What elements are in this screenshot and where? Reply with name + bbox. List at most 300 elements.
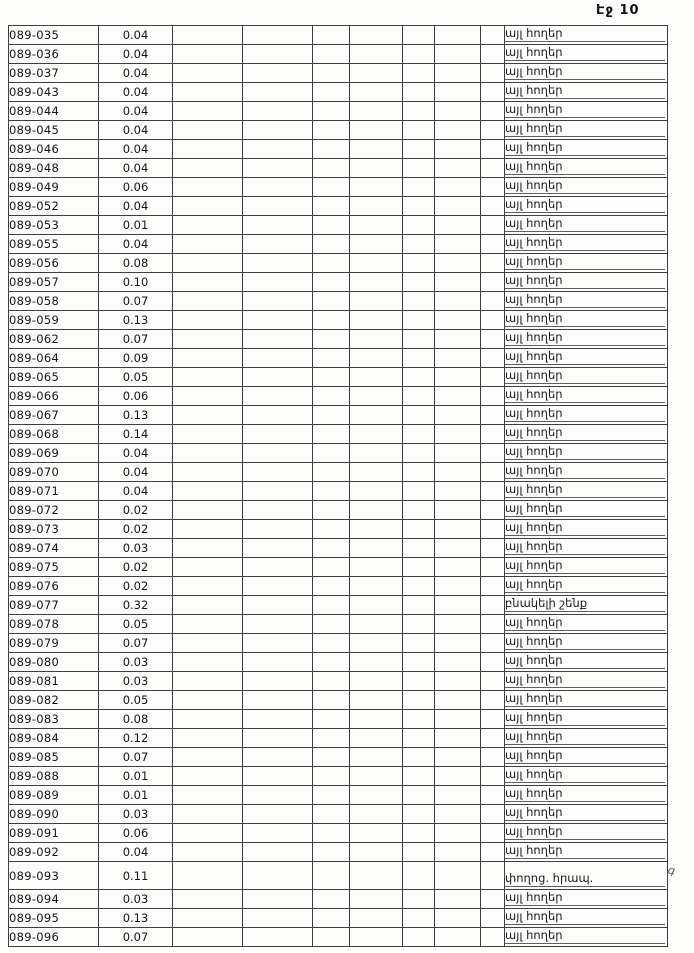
empty-cell [350, 909, 403, 928]
table-row [9, 45, 668, 64]
empty-cell [173, 482, 243, 501]
empty-cell [481, 83, 505, 102]
area-value-cell: 0.02 [99, 520, 173, 539]
empty-cell [403, 710, 435, 729]
parcel-code-cell: 089-048 [9, 159, 99, 178]
empty-cell [173, 928, 243, 947]
empty-cell [173, 349, 243, 368]
empty-cell [243, 197, 313, 216]
table-row [9, 387, 668, 406]
empty-cell [435, 83, 481, 102]
empty-cell [403, 862, 435, 890]
land-type-cell [505, 909, 668, 928]
land-type-label: այլ հողեր [505, 843, 665, 859]
empty-cell [403, 121, 435, 140]
table-row [9, 596, 668, 615]
empty-cell [481, 843, 505, 862]
table-row [9, 501, 668, 520]
empty-cell [350, 748, 403, 767]
parcel-code-cell: 089-083 [9, 710, 99, 729]
empty-cell [481, 482, 505, 501]
empty-cell [243, 140, 313, 159]
empty-cell [313, 786, 350, 805]
empty-cell [243, 539, 313, 558]
empty-cell [350, 501, 403, 520]
empty-cell [481, 26, 505, 45]
empty-cell [481, 463, 505, 482]
empty-cell [481, 178, 505, 197]
empty-cell [435, 653, 481, 672]
parcel-code-cell: 089-067 [9, 406, 99, 425]
empty-cell [481, 64, 505, 83]
empty-cell [173, 596, 243, 615]
land-type-cell [505, 577, 668, 596]
land-type-cell [505, 444, 668, 463]
empty-cell [313, 596, 350, 615]
empty-cell [481, 558, 505, 577]
land-type-cell [505, 482, 668, 501]
area-value-cell: 0.08 [99, 254, 173, 273]
empty-cell [313, 45, 350, 64]
land-type-cell [505, 83, 668, 102]
empty-cell [313, 824, 350, 843]
empty-cell [313, 710, 350, 729]
empty-cell [403, 653, 435, 672]
empty-cell [243, 349, 313, 368]
empty-cell [435, 102, 481, 121]
land-type-cell [505, 387, 668, 406]
empty-cell [313, 729, 350, 748]
land-type-cell [505, 615, 668, 634]
land-type-label: այլ հողեր [505, 292, 665, 308]
empty-cell [350, 463, 403, 482]
area-value-cell: 0.04 [99, 121, 173, 140]
empty-cell [350, 928, 403, 947]
table-row [9, 121, 668, 140]
empty-cell [403, 539, 435, 558]
empty-cell [403, 805, 435, 824]
empty-cell [350, 64, 403, 83]
land-type-label: այլ հողեր [505, 197, 665, 213]
table-row [9, 805, 668, 824]
empty-cell [173, 748, 243, 767]
empty-cell [403, 159, 435, 178]
empty-cell [403, 463, 435, 482]
table-row [9, 843, 668, 862]
empty-cell [243, 890, 313, 909]
land-type-cell [505, 406, 668, 425]
empty-cell [313, 577, 350, 596]
empty-cell [435, 824, 481, 843]
land-type-label: այլ հողեր [505, 406, 665, 422]
land-type-label: այլ հողեր [505, 463, 665, 479]
empty-cell [243, 634, 313, 653]
empty-cell [403, 748, 435, 767]
empty-cell [313, 634, 350, 653]
empty-cell [435, 615, 481, 634]
empty-cell [313, 909, 350, 928]
land-type-label: այլ հողեր [505, 786, 665, 802]
table-row [9, 463, 668, 482]
empty-cell [403, 928, 435, 947]
empty-cell [173, 273, 243, 292]
empty-cell [403, 235, 435, 254]
parcel-code-cell: 089-046 [9, 140, 99, 159]
land-type-label: այլ հողեր [505, 909, 665, 925]
land-type-label: այլ հողեր [505, 273, 665, 289]
parcel-code-cell: 089-094 [9, 890, 99, 909]
empty-cell [173, 805, 243, 824]
area-value-cell: 0.10 [99, 273, 173, 292]
empty-cell [350, 406, 403, 425]
empty-cell [435, 748, 481, 767]
land-type-cell [505, 691, 668, 710]
table-row [9, 890, 668, 909]
empty-cell [435, 45, 481, 64]
land-type-cell [505, 425, 668, 444]
empty-cell [243, 311, 313, 330]
empty-cell [313, 843, 350, 862]
empty-cell [243, 387, 313, 406]
table-row [9, 368, 668, 387]
land-type-cell [505, 729, 668, 748]
empty-cell [350, 710, 403, 729]
land-type-cell [505, 767, 668, 786]
empty-cell [173, 890, 243, 909]
empty-cell [313, 311, 350, 330]
empty-cell [173, 292, 243, 311]
empty-cell [481, 596, 505, 615]
empty-cell [173, 140, 243, 159]
parcel-code-cell: 089-088 [9, 767, 99, 786]
parcel-code-cell: 089-079 [9, 634, 99, 653]
empty-cell [173, 368, 243, 387]
land-type-label: այլ հողեր [505, 444, 665, 460]
area-value-cell: 0.04 [99, 45, 173, 64]
land-type-label: այլ հողեր [505, 672, 665, 688]
empty-cell [350, 102, 403, 121]
empty-cell [350, 425, 403, 444]
parcel-code-cell: 089-096 [9, 928, 99, 947]
empty-cell [173, 691, 243, 710]
parcel-code-cell: 089-081 [9, 672, 99, 691]
empty-cell [313, 558, 350, 577]
empty-cell [243, 596, 313, 615]
land-type-label: այլ հողեր [505, 64, 665, 80]
parcel-code-cell: 089-057 [9, 273, 99, 292]
land-type-label: այլ հողեր [505, 653, 665, 669]
empty-cell [173, 159, 243, 178]
area-value-cell: 0.12 [99, 729, 173, 748]
empty-cell [350, 890, 403, 909]
empty-cell [481, 121, 505, 140]
stray-pen-mark: գ [666, 863, 677, 878]
land-type-cell [505, 140, 668, 159]
table-row [9, 349, 668, 368]
parcel-code-cell: 089-036 [9, 45, 99, 64]
empty-cell [313, 102, 350, 121]
parcel-code-cell: 089-070 [9, 463, 99, 482]
empty-cell [435, 767, 481, 786]
empty-cell [435, 928, 481, 947]
land-type-cell [505, 539, 668, 558]
empty-cell [403, 178, 435, 197]
empty-cell [435, 121, 481, 140]
empty-cell [243, 482, 313, 501]
empty-cell [403, 45, 435, 64]
area-value-cell: 0.04 [99, 235, 173, 254]
empty-cell [313, 767, 350, 786]
empty-cell [403, 216, 435, 235]
area-value-cell: 0.02 [99, 558, 173, 577]
empty-cell [243, 577, 313, 596]
empty-cell [243, 748, 313, 767]
land-type-label: այլ հողեր [505, 615, 665, 631]
empty-cell [481, 672, 505, 691]
table-row [9, 729, 668, 748]
empty-cell [243, 444, 313, 463]
empty-cell [403, 615, 435, 634]
parcel-code-cell: 089-075 [9, 558, 99, 577]
empty-cell [350, 577, 403, 596]
empty-cell [481, 909, 505, 928]
empty-cell [243, 843, 313, 862]
empty-cell [173, 26, 243, 45]
area-value-cell: 0.06 [99, 178, 173, 197]
land-type-cell [505, 748, 668, 767]
empty-cell [243, 729, 313, 748]
empty-cell [403, 482, 435, 501]
area-value-cell: 0.13 [99, 311, 173, 330]
empty-cell [435, 140, 481, 159]
land-type-label: այլ հողեր [505, 254, 665, 270]
land-type-cell [505, 890, 668, 909]
empty-cell [173, 729, 243, 748]
land-type-label: այլ հողեր [505, 311, 665, 327]
empty-cell [243, 862, 313, 890]
empty-cell [403, 197, 435, 216]
parcel-code-cell: 089-084 [9, 729, 99, 748]
table-row [9, 767, 668, 786]
parcel-code-cell: 089-053 [9, 216, 99, 235]
parcel-code-cell: 089-076 [9, 577, 99, 596]
land-type-cell [505, 862, 668, 890]
empty-cell [313, 482, 350, 501]
empty-cell [481, 368, 505, 387]
empty-cell [435, 805, 481, 824]
empty-cell [243, 463, 313, 482]
empty-cell [173, 520, 243, 539]
land-type-cell [505, 197, 668, 216]
table-row [9, 824, 668, 843]
empty-cell [350, 615, 403, 634]
land-type-label: այլ հողեր [505, 121, 665, 137]
table-row [9, 330, 668, 349]
empty-cell [481, 311, 505, 330]
land-type-label: փողոց. հրապ. [505, 871, 665, 887]
table-row [9, 615, 668, 634]
empty-cell [173, 387, 243, 406]
empty-cell [173, 83, 243, 102]
area-value-cell: 0.04 [99, 83, 173, 102]
empty-cell [350, 672, 403, 691]
empty-cell [173, 64, 243, 83]
land-type-label: այլ հողեր [505, 710, 665, 726]
land-type-cell [505, 501, 668, 520]
empty-cell [403, 330, 435, 349]
land-type-label: այլ հողեր [505, 928, 665, 944]
empty-cell [435, 235, 481, 254]
empty-cell [313, 349, 350, 368]
area-value-cell: 0.08 [99, 710, 173, 729]
empty-cell [243, 216, 313, 235]
land-type-label: այլ հողեր [505, 767, 665, 783]
empty-cell [403, 64, 435, 83]
empty-cell [403, 890, 435, 909]
empty-cell [435, 197, 481, 216]
land-type-cell [505, 368, 668, 387]
empty-cell [243, 653, 313, 672]
empty-cell [435, 596, 481, 615]
land-type-label: այլ հողեր [505, 482, 665, 498]
area-value-cell: 0.04 [99, 197, 173, 216]
empty-cell [403, 729, 435, 748]
table-row [9, 102, 668, 121]
parcel-code-cell: 089-082 [9, 691, 99, 710]
empty-cell [481, 862, 505, 890]
area-value-cell: 0.05 [99, 368, 173, 387]
empty-cell [403, 102, 435, 121]
empty-cell [350, 26, 403, 45]
parcel-code-cell: 089-089 [9, 786, 99, 805]
empty-cell [313, 691, 350, 710]
table-row [9, 653, 668, 672]
land-type-cell [505, 710, 668, 729]
empty-cell [313, 292, 350, 311]
empty-cell [481, 216, 505, 235]
land-type-cell [505, 121, 668, 140]
empty-cell [481, 805, 505, 824]
land-type-label: այլ հողեր [505, 83, 665, 99]
land-type-cell [505, 26, 668, 45]
empty-cell [313, 159, 350, 178]
land-type-cell [505, 273, 668, 292]
empty-cell [403, 824, 435, 843]
area-value-cell: 0.05 [99, 691, 173, 710]
empty-cell [173, 254, 243, 273]
empty-cell [313, 890, 350, 909]
empty-cell [350, 83, 403, 102]
empty-cell [243, 672, 313, 691]
parcel-code-cell: 089-044 [9, 102, 99, 121]
empty-cell [403, 501, 435, 520]
empty-cell [435, 311, 481, 330]
empty-cell [243, 330, 313, 349]
parcel-code-cell: 089-043 [9, 83, 99, 102]
table-row [9, 444, 668, 463]
empty-cell [313, 387, 350, 406]
land-type-label: այլ հողեր [505, 520, 665, 536]
land-type-cell [505, 292, 668, 311]
empty-cell [403, 596, 435, 615]
empty-cell [435, 672, 481, 691]
empty-cell [350, 387, 403, 406]
empty-cell [173, 216, 243, 235]
empty-cell [243, 235, 313, 254]
empty-cell [403, 273, 435, 292]
empty-cell [313, 748, 350, 767]
empty-cell [173, 634, 243, 653]
empty-cell [435, 292, 481, 311]
table-row [9, 862, 668, 890]
table-row [9, 254, 668, 273]
area-value-cell: 0.07 [99, 928, 173, 947]
land-type-cell [505, 928, 668, 947]
parcel-code-cell: 089-068 [9, 425, 99, 444]
empty-cell [435, 368, 481, 387]
area-value-cell: 0.01 [99, 767, 173, 786]
area-value-cell: 0.03 [99, 539, 173, 558]
empty-cell [243, 254, 313, 273]
land-type-label: այլ հողեր [505, 539, 665, 555]
empty-cell [173, 330, 243, 349]
empty-cell [173, 615, 243, 634]
area-value-cell: 0.13 [99, 406, 173, 425]
land-type-cell [505, 596, 668, 615]
area-value-cell: 0.07 [99, 292, 173, 311]
empty-cell [403, 577, 435, 596]
land-type-label: այլ հողեր [505, 216, 665, 232]
empty-cell [350, 653, 403, 672]
land-type-label: այլ հողեր [505, 805, 665, 821]
empty-cell [435, 444, 481, 463]
empty-cell [350, 520, 403, 539]
area-value-cell: 0.06 [99, 824, 173, 843]
area-value-cell: 0.04 [99, 64, 173, 83]
parcel-code-cell: 089-065 [9, 368, 99, 387]
parcel-code-cell: 089-069 [9, 444, 99, 463]
empty-cell [313, 140, 350, 159]
empty-cell [481, 539, 505, 558]
empty-cell [243, 83, 313, 102]
parcel-code-cell: 089-090 [9, 805, 99, 824]
empty-cell [350, 292, 403, 311]
empty-cell [350, 330, 403, 349]
empty-cell [350, 482, 403, 501]
empty-cell [403, 254, 435, 273]
table-row [9, 216, 668, 235]
empty-cell [350, 539, 403, 558]
area-value-cell: 0.32 [99, 596, 173, 615]
empty-cell [350, 843, 403, 862]
empty-cell [435, 64, 481, 83]
empty-cell [243, 909, 313, 928]
empty-cell [435, 330, 481, 349]
empty-cell [350, 349, 403, 368]
land-type-cell [505, 558, 668, 577]
land-parcel-table [8, 25, 668, 947]
area-value-cell: 0.04 [99, 102, 173, 121]
parcel-code-cell: 089-071 [9, 482, 99, 501]
empty-cell [481, 501, 505, 520]
table-row [9, 710, 668, 729]
empty-cell [350, 311, 403, 330]
empty-cell [481, 634, 505, 653]
land-type-cell [505, 254, 668, 273]
empty-cell [350, 729, 403, 748]
parcel-code-cell: 089-093 [9, 862, 99, 890]
empty-cell [350, 273, 403, 292]
